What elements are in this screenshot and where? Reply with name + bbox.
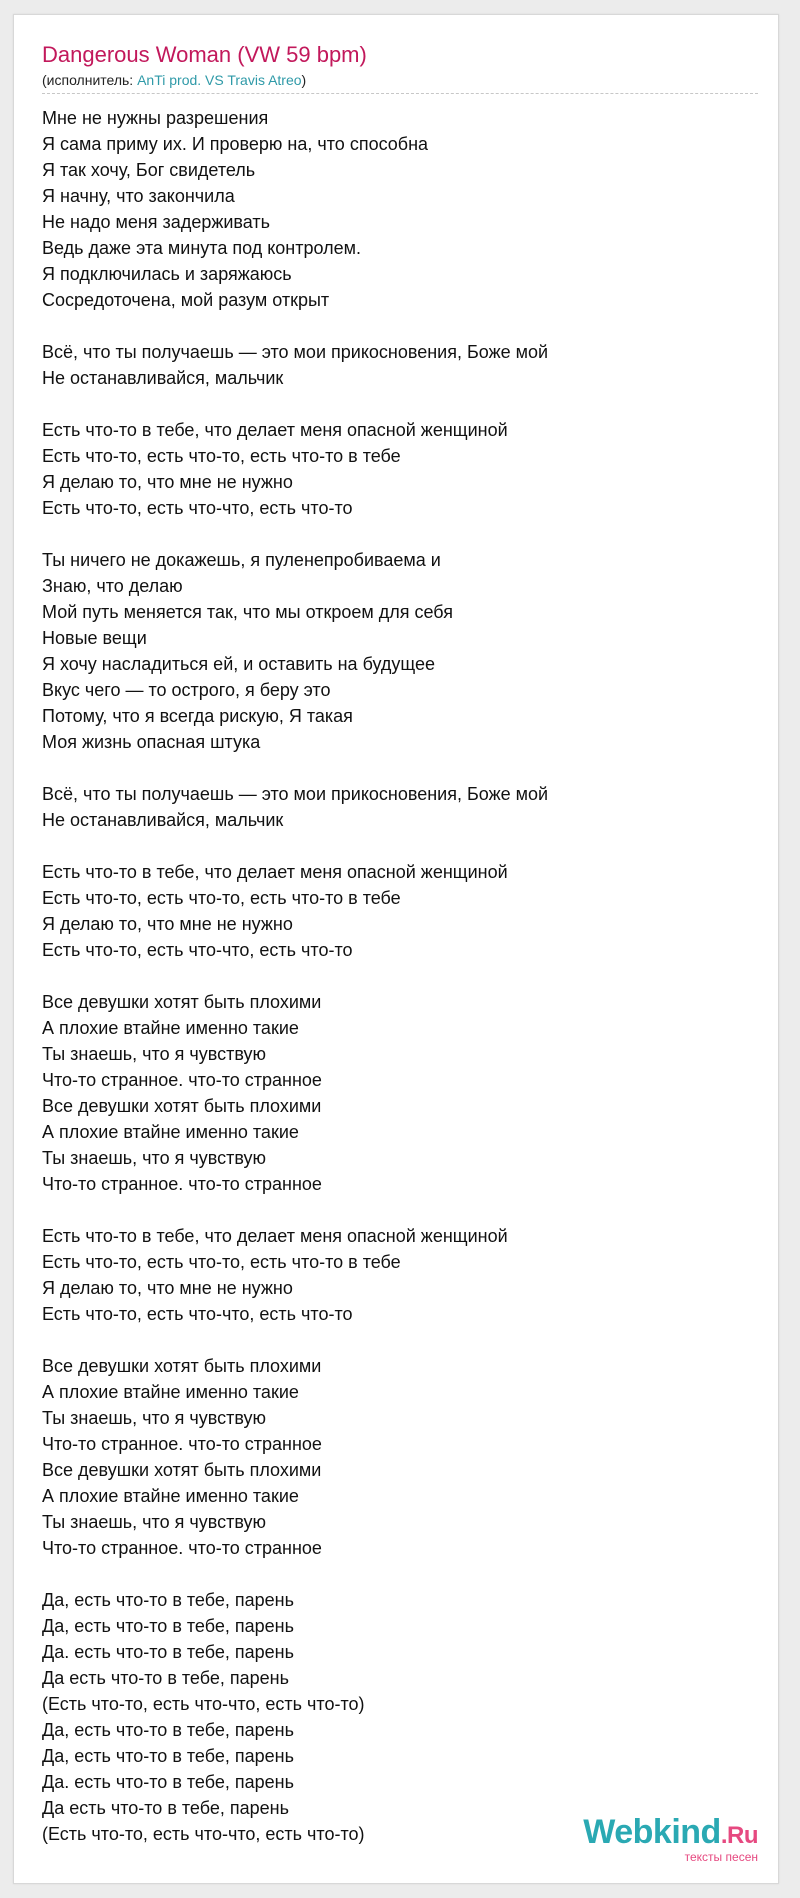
lyrics-line: Я сама приму их. И проверю на, что способна (42, 134, 429, 154)
lyrics-line: Все девушки хотят быть плохими (42, 1460, 322, 1480)
artist-suffix: ) (301, 72, 307, 88)
lyrics-line: Ты знаешь, что я чувствую (42, 1512, 267, 1532)
lyrics-line: (Есть что-то, есть что-что, есть что-то) (42, 1824, 365, 1844)
lyrics-line: Мне не нужны разрешения (42, 108, 269, 128)
lyrics-line: Да, есть что-то в тебе, парень (42, 1590, 294, 1610)
lyrics-line: Я подключилась и заряжаюсь (42, 264, 292, 284)
lyrics-line: Да есть что-то в тебе, парень (42, 1668, 289, 1688)
lyrics-line: Ты знаешь, что я чувствую (42, 1044, 267, 1064)
lyrics-line: Все девушки хотят быть плохими (42, 1356, 322, 1376)
lyrics-stanza (42, 105, 548, 313)
lyrics-line: Что-то странное. что-то странное (42, 1538, 322, 1558)
artist-line (42, 72, 306, 88)
lyrics-line: Знаю, что делаю (42, 576, 183, 596)
lyrics-stanza (42, 1223, 548, 1327)
lyrics-line: Не надо меня задерживать (42, 212, 271, 232)
lyrics-line: А плохие втайне именно такие (42, 1486, 299, 1506)
lyrics-line: Я делаю то, что мне не нужно (42, 1278, 293, 1298)
lyrics-line: Есть что-то, есть что-что, есть что-то (42, 1304, 353, 1324)
lyrics-line: Вкус чего — то острого, я беру это (42, 680, 331, 700)
lyrics-line: Да, есть что-то в тебе, парень (42, 1616, 294, 1636)
lyrics-line: Не останавливайся, мальчик (42, 368, 284, 388)
lyrics-stanza (42, 339, 548, 391)
lyrics-line: Не останавливайся, мальчик (42, 810, 284, 830)
lyrics-line: Да есть что-то в тебе, парень (42, 1798, 289, 1818)
lyrics-stanza (42, 1353, 548, 1561)
lyrics-line: Все девушки хотят быть плохими (42, 992, 322, 1012)
lyrics-stanza (42, 781, 548, 833)
lyrics-line: Есть что-то в тебе, что делает меня опасной женщиной (42, 1226, 508, 1246)
lyrics-line: Есть что-то, есть что-что, есть что-то (42, 498, 353, 518)
title-divider (42, 93, 758, 94)
lyrics-line: Есть что-то, есть что-то, есть что-то в тебе (42, 1252, 401, 1272)
lyrics-stanza (42, 1587, 548, 1847)
lyrics-line: Я делаю то, что мне не нужно (42, 472, 293, 492)
lyrics-stanza (42, 417, 548, 521)
lyrics-line: Что-то странное. что-то странное (42, 1174, 322, 1194)
lyrics-line: Есть что-то, есть что-что, есть что-то (42, 940, 353, 960)
lyrics-line: Всё, что ты получаешь — это мои прикосновения, Боже мой (42, 784, 549, 804)
lyrics-line: Новые вещи (42, 628, 147, 648)
lyrics-line: Есть что-то в тебе, что делает меня опасной женщиной (42, 420, 508, 440)
song-title: Dangerous Woman (VW 59 bpm) (42, 42, 367, 67)
lyrics-line: Мой путь меняется так, что мы откроем для себя (42, 602, 453, 622)
logo-name: Webkind (583, 1813, 721, 1851)
lyrics-line: Все девушки хотят быть плохими (42, 1096, 322, 1116)
lyrics-line: Всё, что ты получаешь — это мои прикосновения, Боже мой (42, 342, 549, 362)
lyrics-line: Да, есть что-то в тебе, парень (42, 1746, 294, 1766)
lyrics-stanza (42, 989, 548, 1197)
lyrics-line: Есть что-то, есть что-то, есть что-то в тебе (42, 446, 401, 466)
lyrics-text (42, 105, 548, 1873)
lyrics-line: Потому, что я всегда рискую, Я такая (42, 706, 353, 726)
lyrics-card (13, 14, 779, 1884)
lyrics-line: Я хочу насладиться ей, и оставить на будущее (42, 654, 436, 674)
logo-tld: .Ru (720, 1822, 758, 1849)
lyrics-line: Я делаю то, что мне не нужно (42, 914, 293, 934)
lyrics-line: Есть что-то, есть что-то, есть что-то в тебе (42, 888, 401, 908)
lyrics-line: Что-то странное. что-то странное (42, 1434, 322, 1454)
lyrics-line: А плохие втайне именно такие (42, 1382, 299, 1402)
lyrics-line: Есть что-то в тебе, что делает меня опасной женщиной (42, 862, 508, 882)
lyrics-line: Ты знаешь, что я чувствую (42, 1148, 267, 1168)
lyrics-line: А плохие втайне именно такие (42, 1018, 299, 1038)
lyrics-stanza (42, 547, 548, 755)
lyrics-line: Ведь даже эта минута под контролем. (42, 238, 361, 258)
lyrics-line: Да. есть что-то в тебе, парень (42, 1772, 294, 1792)
lyrics-line: Да, есть что-то в тебе, парень (42, 1720, 294, 1740)
lyrics-line: А плохие втайне именно такие (42, 1122, 299, 1142)
lyrics-line: Я так хочу, Бог свидетель (42, 160, 256, 180)
webkind-logo[interactable] (583, 1815, 758, 1863)
lyrics-line: (Есть что-то, есть что-что, есть что-то) (42, 1694, 365, 1714)
lyrics-line: Что-то странное. что-то странное (42, 1070, 322, 1090)
artist-link[interactable]: AnTi prod. VS Travis Atreo (137, 72, 302, 88)
lyrics-line: Сосредоточена, мой разум открыт (42, 290, 330, 310)
lyrics-stanza (42, 859, 548, 963)
lyrics-line: Ты ничего не докажешь, я пуленепробиваема и (42, 550, 441, 570)
lyrics-line: Моя жизнь опасная штука (42, 732, 261, 752)
lyrics-line: Ты знаешь, что я чувствую (42, 1408, 267, 1428)
artist-prefix: (исполнитель: (42, 72, 138, 88)
lyrics-line: Я начну, что закончила (42, 186, 235, 206)
logo-tagline: тексты песен (684, 1850, 758, 1864)
lyrics-line: Да. есть что-то в тебе, парень (42, 1642, 294, 1662)
